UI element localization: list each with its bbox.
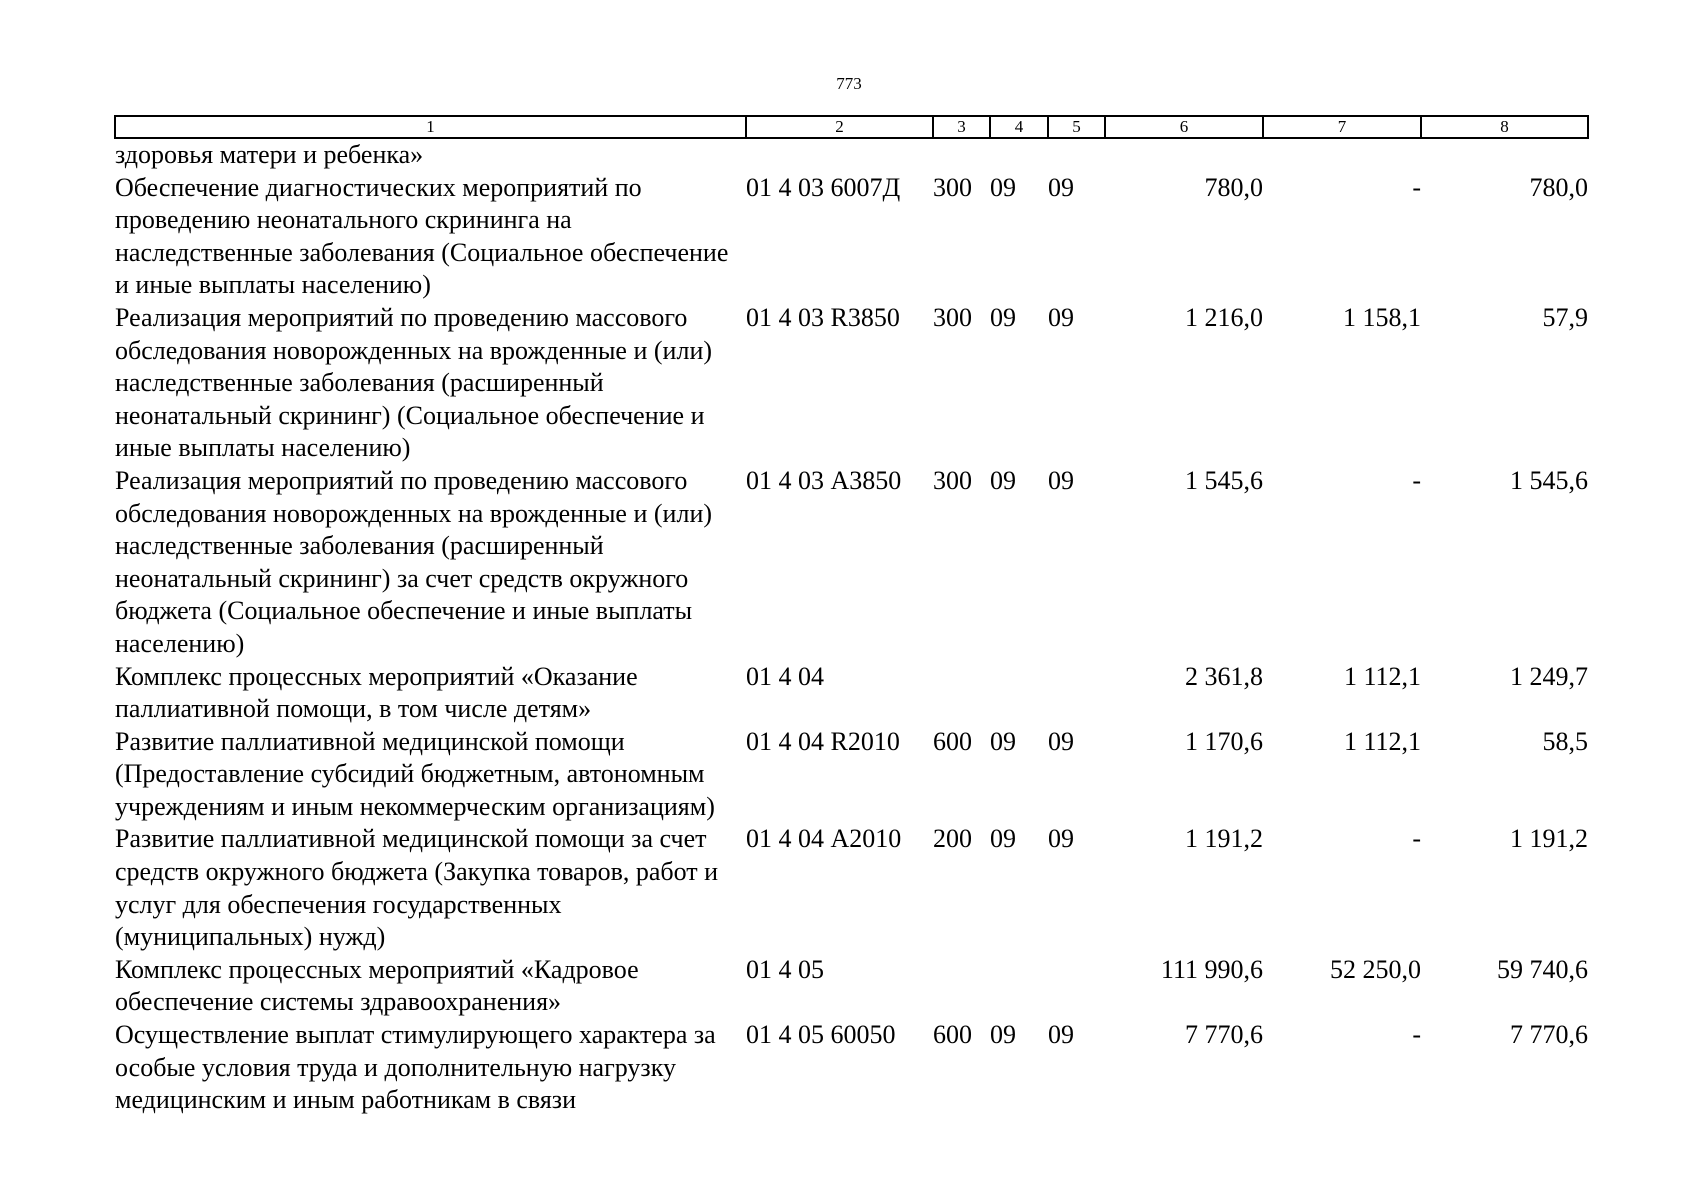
column-header-7: 7 <box>1263 116 1421 138</box>
row-rz: 09 <box>990 1020 1016 1050</box>
row-pr: 09 <box>1048 726 1074 756</box>
row-regional: 1 249,7 <box>1510 661 1588 691</box>
row-pr: 09 <box>1048 172 1074 202</box>
row-pr: 09 <box>1048 302 1074 332</box>
row-rz <box>990 661 1048 726</box>
column-header-2: 2 <box>746 116 933 138</box>
row-vr <box>933 954 990 1019</box>
budget-table <box>114 115 1589 1117</box>
row-vr: 300 <box>933 302 972 332</box>
row-regional: 780,0 <box>1529 172 1588 202</box>
row-pr: 09 <box>1048 824 1074 854</box>
row-pr <box>1048 138 1105 172</box>
row-federal: - <box>1412 1020 1421 1050</box>
row-rz: 09 <box>990 465 1016 495</box>
page-number: 773 <box>836 74 862 93</box>
row-total: 111 990,6 <box>1160 954 1263 984</box>
table-row <box>115 1019 1588 1117</box>
row-vr: 600 <box>933 726 972 756</box>
row-rz <box>990 954 1048 1019</box>
row-name: Реализация мероприятий по проведению массового обследования новорожденных на врожденные и (или) наследственные заболевания (расширенный неонатальный скрининг) (Социальное обеспечение и иные выплаты населению) <box>115 302 713 463</box>
row-code: 01 4 05 60050 <box>746 1020 896 1050</box>
table-row <box>115 138 1588 172</box>
row-federal <box>1263 138 1421 172</box>
row-name: Обеспечение диагностических мероприятий по проведению неонатального скрининга на наследственные заболевания (Социальное обеспечение и иные выплаты населению) <box>115 172 729 300</box>
row-regional: 1 545,6 <box>1510 465 1588 495</box>
row-regional: 1 191,2 <box>1510 824 1588 854</box>
row-regional <box>1421 138 1588 172</box>
row-vr <box>933 661 990 726</box>
row-pr: 09 <box>1048 1020 1074 1050</box>
column-header-5: 5 <box>1048 116 1105 138</box>
row-total: 1 170,6 <box>1185 726 1263 756</box>
row-code: 01 4 03 6007Д <box>746 172 901 202</box>
row-name: Комплекс процессных мероприятий «Кадровое обеспечение системы здравоохранения» <box>115 954 639 1017</box>
row-rz: 09 <box>990 726 1016 756</box>
row-total: 7 770,6 <box>1185 1020 1263 1050</box>
column-header-4: 4 <box>990 116 1048 138</box>
column-header-8: 8 <box>1421 116 1588 138</box>
row-rz <box>990 138 1048 172</box>
table-row <box>115 172 1588 302</box>
row-code: 01 4 03 R3850 <box>746 302 900 332</box>
row-federal: 1 112,1 <box>1343 661 1421 691</box>
row-total: 1 545,6 <box>1185 465 1263 495</box>
row-total <box>1105 138 1263 172</box>
row-code: 01 4 05 <box>746 954 824 984</box>
column-header-6: 6 <box>1105 116 1263 138</box>
row-rz: 09 <box>990 302 1016 332</box>
row-total: 1 191,2 <box>1185 824 1263 854</box>
row-regional: 59 740,6 <box>1497 954 1588 984</box>
table-row <box>115 661 1588 726</box>
row-vr: 300 <box>933 172 972 202</box>
row-federal: 52 250,0 <box>1330 954 1421 984</box>
row-code: 01 4 04 R2010 <box>746 726 900 756</box>
row-name: Комплекс процессных мероприятий «Оказание паллиативной помощи, в том числе детям» <box>115 661 638 724</box>
table-row <box>115 726 1588 824</box>
row-regional: 7 770,6 <box>1510 1020 1588 1050</box>
row-code: 01 4 04 А2010 <box>746 824 902 854</box>
row-name: здоровья матери и ребенка» <box>115 140 424 169</box>
row-federal: 1 112,1 <box>1343 726 1421 756</box>
row-federal: 1 158,1 <box>1343 302 1421 332</box>
row-code <box>746 138 933 172</box>
row-federal: - <box>1412 824 1421 854</box>
row-total: 780,0 <box>1204 172 1263 202</box>
row-name: Развитие паллиативной медицинской помощи за счет средств окружного бюджета (Закупка товаров, работ и услуг для обеспечения государственных (муниципальных) нужд) <box>115 824 719 952</box>
row-name: Развитие паллиативной медицинской помощи (Предоставление субсидий бюджетным, автономным учреждениям и иным некоммерческим организациям) <box>115 726 715 821</box>
row-rz: 09 <box>990 824 1016 854</box>
table-row <box>115 954 1588 1019</box>
column-header-1: 1 <box>115 116 746 138</box>
row-pr <box>1048 661 1105 726</box>
table-row <box>115 823 1588 953</box>
row-total: 1 216,0 <box>1185 302 1263 332</box>
table-row <box>115 302 1588 465</box>
row-name: Осуществление выплат стимулирующего характера за особые условия труда и дополнительную нагрузку медицинским и иным работникам в связи <box>115 1020 716 1115</box>
row-federal: - <box>1412 172 1421 202</box>
row-name: Реализация мероприятий по проведению массового обследования новорожденных на врожденные и (или) наследственные заболевания (расширенный неонатальный скрининг) за счет средств окружного бюджета (Социальное обеспечение и иные выплаты населению) <box>115 465 713 658</box>
row-code: 01 4 03 А3850 <box>746 465 902 495</box>
row-total: 2 361,8 <box>1185 661 1263 691</box>
row-regional: 58,5 <box>1542 726 1588 756</box>
table-row <box>115 465 1588 661</box>
table-header-row <box>115 116 1588 138</box>
row-federal: - <box>1412 465 1421 495</box>
row-pr: 09 <box>1048 465 1074 495</box>
row-vr: 200 <box>933 824 972 854</box>
row-pr <box>1048 954 1105 1019</box>
row-rz: 09 <box>990 172 1016 202</box>
row-vr <box>933 138 990 172</box>
row-vr: 600 <box>933 1020 972 1050</box>
row-vr: 300 <box>933 465 972 495</box>
column-header-3: 3 <box>933 116 990 138</box>
row-code: 01 4 04 <box>746 661 824 691</box>
row-regional: 57,9 <box>1542 302 1588 332</box>
